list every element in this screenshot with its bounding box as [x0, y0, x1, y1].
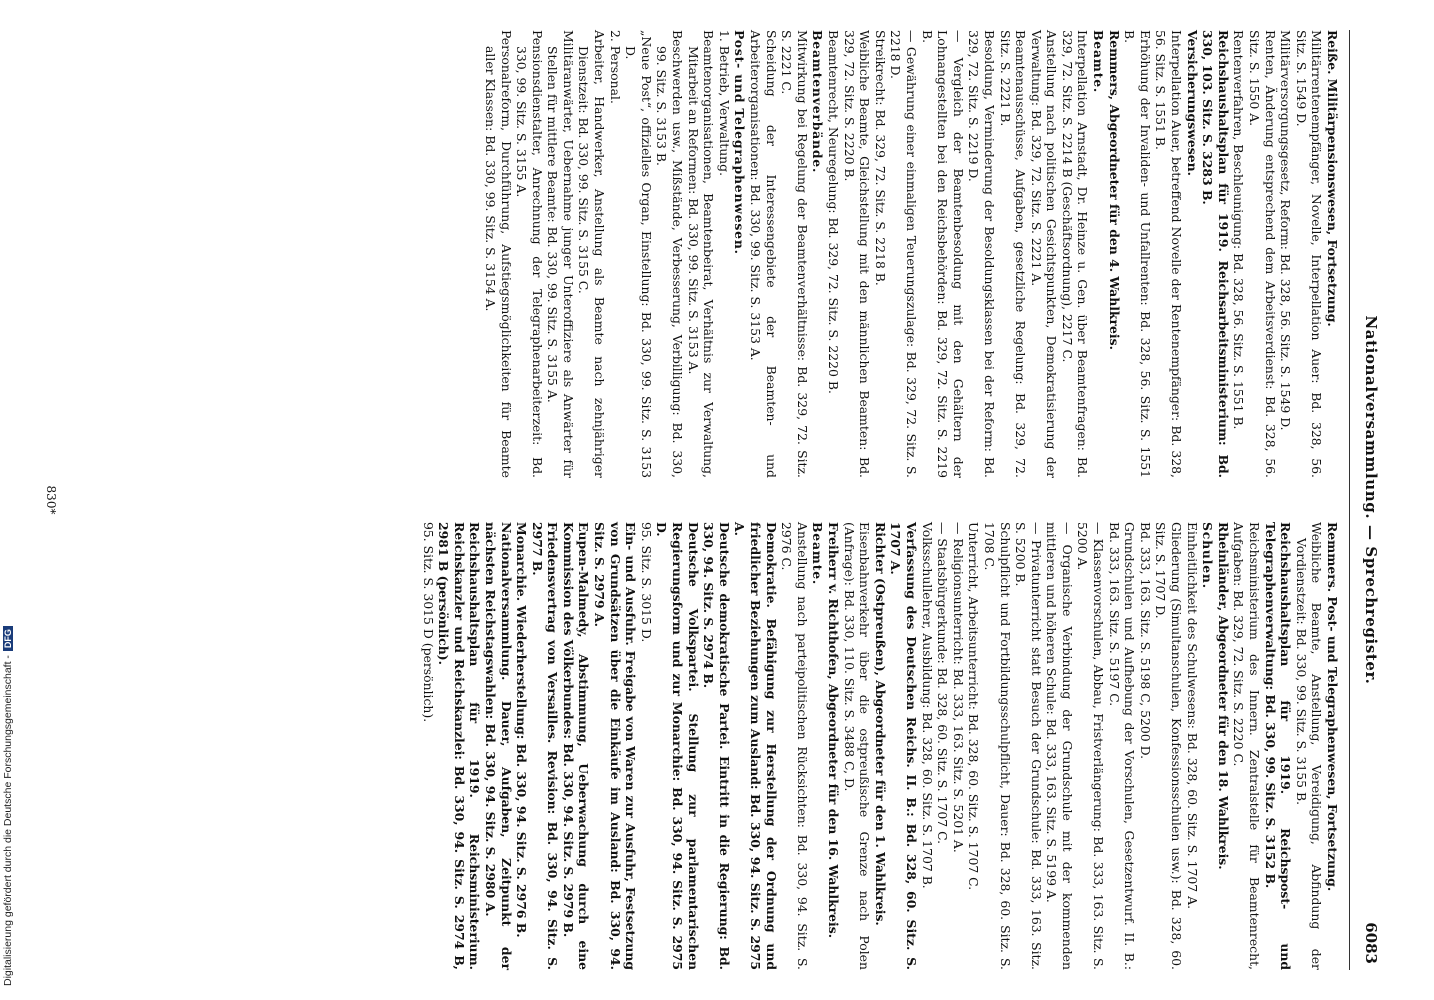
- register-entry: Monarchie. Wiederherstellung: Bd. 330, 94. Sitz. S. 2976 B.: [514, 522, 530, 938]
- register-entry: — Vergleich der Beamtenbesoldung mit den Gehältern der Lohnangestellten bei den Reichsbehörden: Bd. 329, 72. Sitz. S. 2219 B.: [919, 30, 966, 478]
- right-column: [28, 522, 1340, 970]
- register-entry: Eisenbahnverkehr über die ostpreußische Grenze nach Polen (Anfrage): Bd. 330, 110. Sitz. S. 3488 C, D.: [841, 522, 873, 970]
- register-entry: Anstellung nach parteipolitischen Rücksichten: Bd. 330, 94. Sitz. S. 2976 C.: [779, 522, 810, 970]
- register-entry: — Klassenvorschulen, Abbau, Fristverlängerung: Bd. 333, 163. Sitz. S. 5200 A.: [1075, 522, 1107, 970]
- register-entry: Erhöhung der Invaliden- und Unfallrenten: Bd. 328, 56. Sitz. S. 1551 B.: [1122, 30, 1153, 478]
- register-entry: Freiherr v. Richthofen, Abgeordneter für den 16. Wahlkreis.: [826, 522, 841, 939]
- register-entry: Versicherungswesen.: [1184, 30, 1200, 176]
- register-entry: „Neue Post“, offizielles Organ, Einstellung: Bd. 330, 99. Sitz. S. 3153 D.: [623, 30, 654, 478]
- left-column: [28, 30, 1340, 478]
- register-entry: Beamtenverbände.: [810, 30, 826, 174]
- register-entry: Friedensvertrag von Versailles. Revision: Bd. 330, 94. Sitz. S. 2977 B.: [529, 522, 561, 970]
- register-entry: Streikrecht: Bd. 329, 72. Sitz. S. 2218 B.: [872, 30, 888, 286]
- register-entry: Interpellation Auer, betreffend Novelle der Rentenempfänger: Bd. 328, 56. Sitz. S. 1551 B.: [1153, 30, 1185, 478]
- register-entry: Rheinländer, Abgeordneter für den 18. Wahlkreis.: [1215, 522, 1231, 870]
- register-entry: — Gewährung einer einmaligen Teuerungszulage: Bd. 329, 72. Sitz. S. 2218 D.: [888, 30, 919, 478]
- register-entry: Pensionsdienstalter, Anrechnung der Telegraphenarbeiterzeit: Bd. 330, 99. Sitz. S. 3155 A.: [514, 30, 545, 478]
- register-entry: Arbeiter, Handwerker, Anstellung als Beamte nach zehnjähriger Dienstzeit: Bd. 330, 99. Sitz. S. 3155 C.: [576, 30, 608, 478]
- register-entry: Eupen-Malmedy, Abstimmung, Ueberwachung durch eine Kommission des Völkerbundes: Bd. 330, 94. Sitz. S. 2979 B.: [560, 522, 592, 970]
- register-entry: Schulen.: [1200, 522, 1216, 589]
- register-entry: Beamtenausschüsse, Aufgaben, gesetzliche Regelung: Bd. 329, 72. Sitz. S. 2221 B.: [997, 30, 1029, 478]
- register-entry: Beschwerden usw., Mißstände, Verbesserung, Verbilligung: Bd. 330, 99. Sitz. S. 3153 B.: [654, 30, 686, 478]
- register-entry: Renten, Änderung entsprechend dem Arbeitsverdienst: Bd. 328, 56. Sitz. S. 1550 A.: [1247, 30, 1278, 478]
- register-entry: Deutsche Volkspartei. Stellung zur parlamentarischen Regierungsform und zur Monarchie: Bd. 330, 94. Sitz. S. 2975 D.: [654, 522, 701, 970]
- register-entry: Rentenverfahren, Beschleunigung: Bd. 328, 56. Sitz. S. 1551 B.: [1231, 30, 1247, 430]
- register-entry: — Privatunterricht statt Besuch der Grundschule: Bd. 333, 163. Sitz. S. 5200 B.: [1013, 522, 1044, 970]
- register-entry: Volksschullehrer, Ausbildung: Bd. 328, 60. Sitz. S. 1707 B.: [919, 522, 935, 889]
- register-entry: Weibliche Beamte, Anstellung, Vereidigung, Abfindung der Vordienstzeit: Bd. 330, 99. Sitz. S. 3155 B.: [1293, 522, 1325, 970]
- register-entry: Reichshaushaltsplan für 1919. Reichspost- und Telegraphenverwaltung: Bd. 330, 99. Sitz. S. 3152 B.: [1262, 522, 1294, 970]
- register-entry: Beamte.: [810, 522, 826, 586]
- register-entry: — Organische Verbindung der Grundschule mit der kommenden mittleren und höheren Schule: Bd. 333, 163. Sitz. S. 5199 A.: [1044, 522, 1075, 970]
- register-entry: Militäranwärter, Uebernahme junger Unteroffiziere als Anwärter für Stellen für mittlere Beamte: Bd. 330, 99. Sitz. S. 3155 A.: [545, 30, 576, 478]
- register-entry: Mitwirkung bei Regelung der Beamtenverhältnisse: Bd. 329, 72. Sitz. S. 2221 C.: [779, 30, 810, 478]
- register-entry: Reichshaushaltsplan für 1919. Reichsarbeitsministerium: Bd. 330, 103. Sitz. S. 3283 B.: [1200, 30, 1231, 478]
- page-footer: 830*: [44, 485, 58, 515]
- register-entry: Deutsche demokratische Partei. Eintritt in die Regierung: Bd. 330, 94. Sitz. S. 2974 B.: [701, 522, 732, 970]
- register-entry: 95. Sitz. S. 3015 D (persönlich).: [420, 522, 436, 723]
- register-entry: Personalreform, Durchführung, Aufstiegsmöglichkeiten für Beamte aller Klassen: Bd. 330, 99. Sitz. S. 3154 A.: [482, 30, 514, 478]
- dfg-logo: DFG: [3, 626, 13, 651]
- register-entry: Einheitlichkeit des Schulwesens: Bd. 328, 60. Sitz. S. 1707 A.: [1184, 522, 1200, 910]
- register-entry: Beamte.: [1091, 30, 1107, 94]
- register-entry: Post- und Telegraphenwesen.: [732, 30, 748, 255]
- register-entry: Ein- und Ausfuhr. Freigabe von Waren zur Ausfuhr, Festsetzung von Grundsätzen über die Einkäufe im Ausland: Bd. 330, 94. Sitz. S. 2979 A.: [592, 522, 639, 970]
- register-page: [28, 30, 1388, 970]
- register-entry: Reichshaushaltsplan für 1919. Reichsministerium. Reichskanzler und Reichskanzlei: Bd. 330, 94. Sitz. S. 2974 B, 2981 B (persönlich).: [436, 522, 483, 970]
- digitization-note: [2, 0, 14, 986]
- register-entry: Beamtenrecht, Neuregelung: Bd. 329, 72. Sitz. S. 2220 B.: [826, 30, 841, 394]
- register-entry: Reichsministerium des Innern. Zentralstelle für Beamtenrecht, Aufgaben: Bd. 329, 72. Sitz. S. 2220 C.: [1231, 522, 1263, 970]
- register-entry: — Staatsbürgerkunde: Bd. 328, 60. Sitz. S. 1707 C.: [935, 522, 951, 845]
- register-entry: Anstellung nach politischen Gesichtspunkten, Demokratisierung der Verwaltung: Bd. 329, 72. Sitz. S. 2221 A.: [1028, 30, 1060, 478]
- register-entry: Nationalversammlung. Dauer, Aufgaben, Zeitpunkt der nächsten Reichstagswahlen: Bd. 330, 94. Sitz. S. 2980 A.: [482, 522, 514, 970]
- register-entry: Demokratie. Befähigung zur Herstellung der Ordnung und friedlicher Beziehungen zum Ausland: Bd. 330, 94. Sitz. S. 2975 A.: [732, 522, 779, 970]
- register-entry: Beamtenorganisationen, Beamtenbeirat, Verhältnis zur Verwaltung, Mitarbeit an Reformen: Bd. 330, 99. Sitz. S. 3153 A.: [685, 30, 717, 478]
- header-rule: [1349, 30, 1350, 970]
- page-title: Nationalversammlung. — Sprechregister.: [1362, 315, 1380, 685]
- register-entry: Remmers. Post- und Telegraphenwesen, Fortsetzung.: [1325, 522, 1340, 892]
- register-entry: Bd. 333, 163. Sitz. S. 5198 C, 5200 D.: [1137, 522, 1153, 760]
- register-entry: Remmers, Abgeordneter für den 4. Wahlkreis.: [1106, 30, 1122, 350]
- register-entry: Verfassung des Deutschen Reichs. II. B.: Bd. 328, 60. Sitz. S. 1707 A.: [888, 522, 919, 970]
- register-entry: Weibliche Beamte, Gleichstellung mit den männlichen Beamten: Bd. 329, 72. Sitz. S. 2220 B.: [841, 30, 873, 478]
- register-entry: 95. Sitz. S. 3015 D.: [638, 522, 654, 643]
- register-entry: Besoldung, Verminderung der Besoldungsklassen bei der Reform: Bd. 329, 72. Sitz. S. 2219 D.: [966, 30, 997, 478]
- register-entry: Unterricht, Arbeitsunterricht: Bd. 328, 60. Sitz. S. 1707 C.: [966, 522, 982, 891]
- register-entry: Interpellation Arnstadt, Dr. Heinze u. Gen. über Beamtenfragen: Bd. 329, 72. Sitz. S. 2214 B (Geschäftsordnung), 2217 C.: [1059, 30, 1091, 478]
- digitization-note-text: Digitalisierung gefördert durch die Deutsche Forschungsgemeinschaft -: [2, 655, 14, 986]
- page-header: [1356, 30, 1380, 970]
- register-entry: Richter (Ostpreußen), Abgeordneter für den 1. Wahlkreis.: [872, 522, 888, 926]
- register-entry: Scheidung der Interessengebiete der Beamten- und Arbeiterorganisationen: Bd. 330, 99. Sitz. S. 3153 A.: [748, 30, 779, 478]
- register-entry: Grundschulen und Aufhebung der Vorschulen, Gesetzentwurf. II. B.: Bd. 333, 163. Sitz. S. 5197 C.: [1106, 522, 1138, 970]
- register-entry: — Religionsunterricht: Bd. 333, 163. Sitz. S. 5201 A.: [950, 522, 966, 853]
- register-entry: Militärversorgungsgesetz, Reform: Bd. 328, 56. Sitz. S. 1549 D.: [1278, 30, 1294, 431]
- register-entry: Militärrentenempfänger, Novelle, Interpellation Auer: Bd. 328, 56. Sitz. S. 1549 D.: [1293, 30, 1325, 478]
- register-entry: 2. Personal.: [607, 30, 623, 104]
- register-entry: Reiße. Militärpensionswesen, Fortsetzung.: [1325, 30, 1340, 327]
- register-entry: 1. Betrieb, Verwaltung.: [716, 30, 732, 177]
- page-number: 6083: [1362, 922, 1380, 964]
- register-entry: Gliederung (Simultanschulen, Konfessionsschulen usw.): Bd. 328, 60. Sitz. S. 1707 D.: [1153, 522, 1185, 970]
- register-entry: Schulpflicht und Fortbildungsschulpflicht, Dauer: Bd. 328, 60. Sitz. S. 1708 C.: [981, 522, 1013, 970]
